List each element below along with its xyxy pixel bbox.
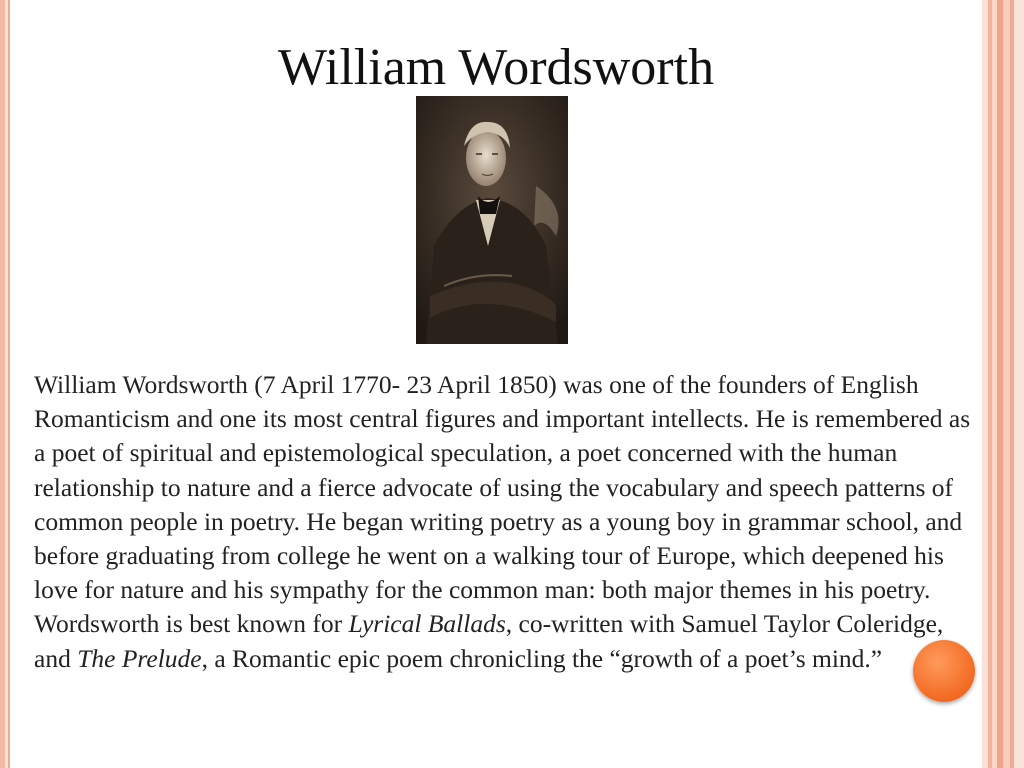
the-prelude-title: The Prelude <box>77 643 202 673</box>
portrait-image <box>416 96 568 344</box>
biography-part-1: William Wordsworth (7 April 1770- 23 April 1850) was one of the founders of English Romanticism and one its most central figures and important intellects. He is remembered as a poet of spiritual and epistemological speculation, a poet concerned with the human relationship to nature and a fierce advocate of using the vocabulary and speech patterns of common people in poetry. He began writing poetry as a young boy in grammar school, and before graduating from college he went on a walking tour of Europe, which deepened his love for nature and his sympathy for the common man: both major themes in his poetry. Wordsworth is best known for <box>34 370 971 639</box>
right-border-stripe <box>1003 0 1010 768</box>
biography-part-3: , a Romantic epic poem chronicling the “growth of a poet’s mind.” <box>201 643 883 673</box>
slide-title: William Wordsworth <box>277 39 715 96</box>
biography-paragraph <box>34 368 984 676</box>
orange-circle-decoration <box>913 640 975 702</box>
biography-part-2: , co-written with Samuel Taylor Coleridge, and <box>34 609 944 673</box>
portrait-engraving-icon <box>416 96 568 344</box>
biography-text <box>34 368 984 676</box>
left-border-stripe <box>8 0 10 768</box>
right-border-stripe <box>1014 0 1024 768</box>
lyrical-ballads-title: Lyrical Ballads <box>348 609 506 639</box>
